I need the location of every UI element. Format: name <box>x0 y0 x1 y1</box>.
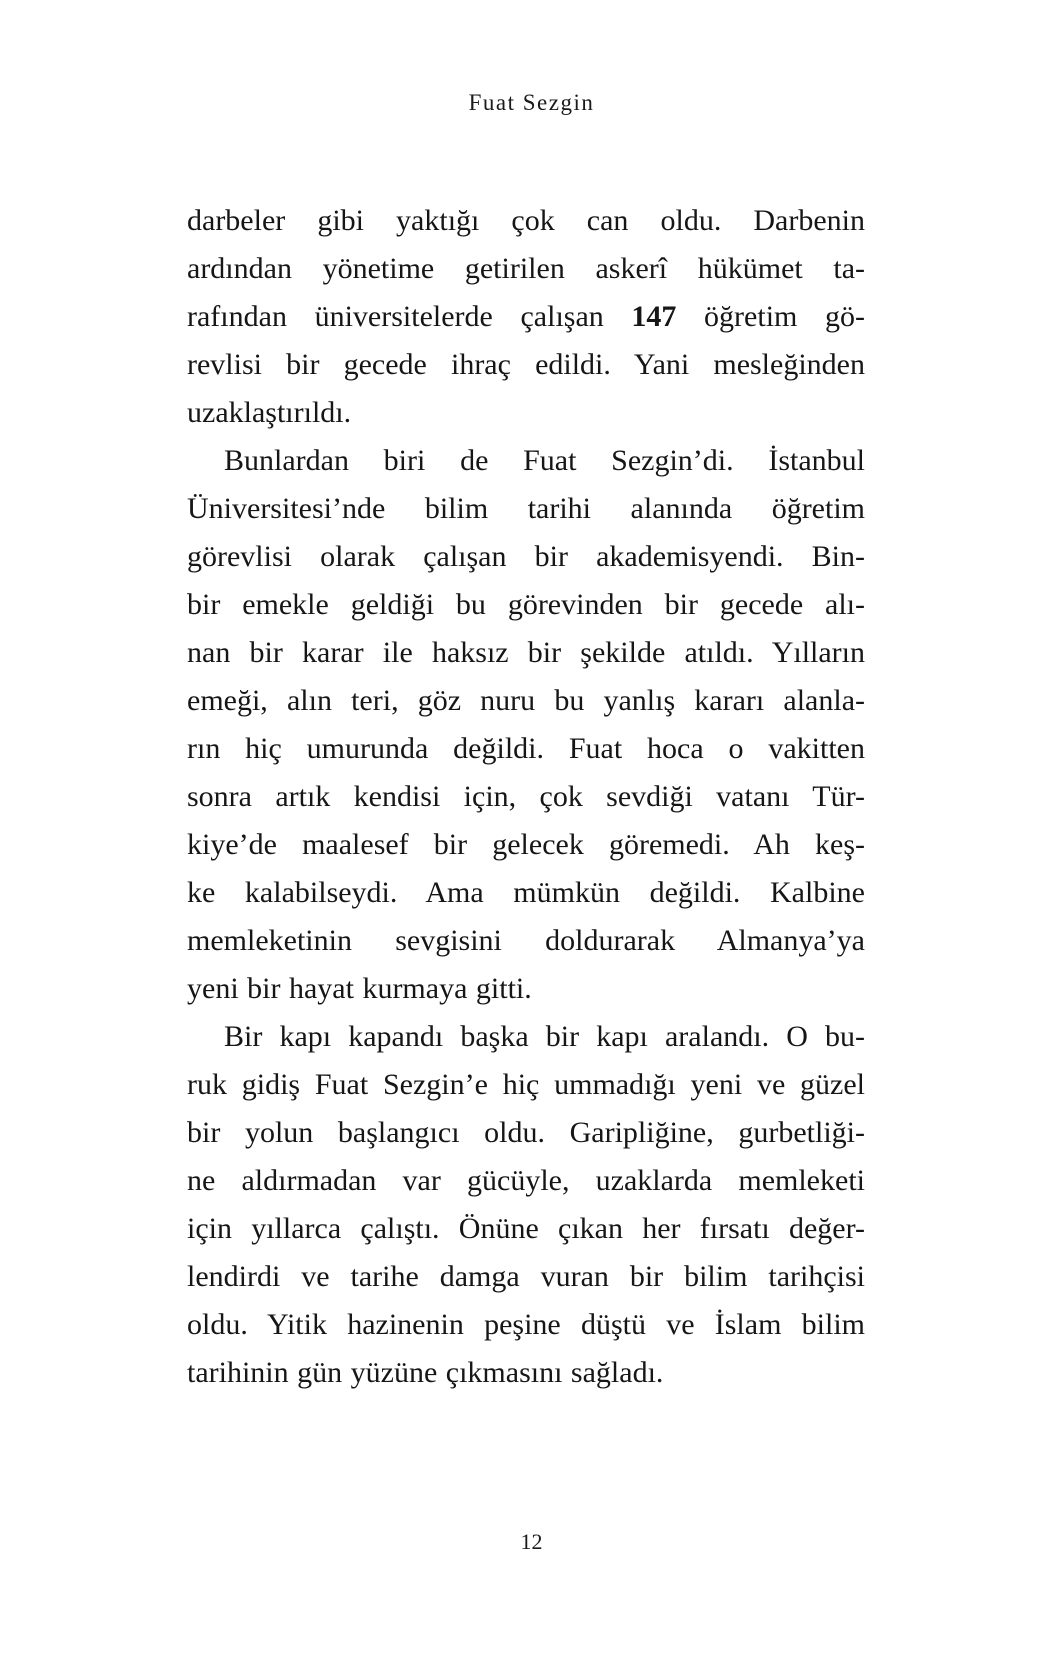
body-line: ke kalabilseydi. Ama mümkün değildi. Kalbine <box>187 876 865 909</box>
body-line: görevlisi olarak çalışan bir akademisyendi. Bin- <box>187 540 865 573</box>
body-line: Bir kapı kapandı başka bir kapı aralandı. O bu- <box>224 1020 865 1053</box>
body-line: Üniversitesi’nde bilim tarihi alanında öğretim <box>187 492 865 525</box>
body-line: ruk gidiş Fuat Sezgin’e hiç ummadığı yeni ve güzel <box>187 1068 865 1101</box>
body-line: memleketinin sevgisini doldurarak Almanya’ya <box>187 924 865 957</box>
paragraph <box>187 1013 865 1397</box>
body-line: emeği, alın teri, göz nuru bu yanlış kararı alanla- <box>187 684 865 717</box>
body-line: bir yolun başlangıcı oldu. Garipliğine, gurbetliği- <box>187 1116 865 1149</box>
body-line: uzaklaştırıldı. <box>187 396 352 429</box>
body-line: nan bir karar ile haksız bir şekilde atıldı. Yılların <box>187 636 865 669</box>
body-line: için yıllarca çalıştı. Önüne çıkan her fırsatı değer- <box>187 1212 865 1245</box>
body-line: rafından üniversitelerde çalışan 147 öğretim gö- <box>187 300 865 333</box>
body-line: Bunlardan biri de Fuat Sezgin’di. İstanbul <box>224 444 865 477</box>
paragraph <box>187 437 865 1013</box>
body-line: sonra artık kendisi için, çok sevdiği vatanı Tür- <box>187 780 865 813</box>
body-line: kiye’de maalesef bir gelecek göremedi. Ah keş- <box>187 828 865 861</box>
body-text <box>187 197 865 1397</box>
body-line: bir emekle geldiği bu görevinden bir gecede alı- <box>187 588 865 621</box>
body-line: revlisi bir gecede ihraç edildi. Yani mesleğinden <box>187 348 865 381</box>
body-line: ardından yönetime getirilen askerî hükümet ta- <box>187 252 865 285</box>
body-line: oldu. Yitik hazinenin peşine düştü ve İslam bilim <box>187 1308 865 1341</box>
body-line: darbeler gibi yaktığı çok can oldu. Darbenin <box>187 204 865 237</box>
body-line: tarihinin gün yüzüne çıkmasını sağladı. <box>187 1356 664 1389</box>
body-line: lendirdi ve tarihe damga vuran bir bilim tarihçisi <box>187 1260 865 1293</box>
page-number: 12 <box>520 1529 543 1554</box>
body-line: yeni bir hayat kurmaya gitti. <box>187 972 532 1005</box>
paragraph <box>187 197 865 437</box>
body-line: ne aldırmadan var gücüyle, uzaklarda memleketi <box>187 1164 865 1197</box>
body-line: rın hiç umurunda değildi. Fuat hoca o vakitten <box>187 732 865 765</box>
running-header: Fuat Sezgin <box>468 90 595 115</box>
